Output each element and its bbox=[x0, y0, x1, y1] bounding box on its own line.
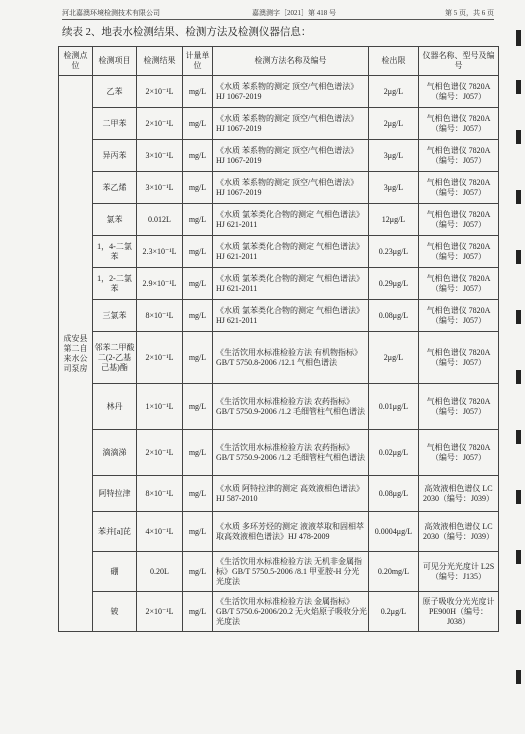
results-table bbox=[58, 46, 499, 632]
unit-cell: mg/L bbox=[183, 108, 213, 140]
method-cell: 《水质 苯系物的测定 顶空/气相色谱法》HJ 1067-2019 bbox=[213, 108, 369, 140]
method-cell: 《生活饮用水标准检验方法 无机非金属指标》GB/T 5750.5-2006 /8.1 甲亚胺-H 分光光度法 bbox=[213, 552, 369, 592]
test-item-cell: 二甲苯 bbox=[93, 108, 137, 140]
unit-cell: mg/L bbox=[183, 430, 213, 476]
instrument-cell: 气相色谱仪 7820A（编号：J057） bbox=[419, 384, 499, 430]
test-item-cell: 苯乙烯 bbox=[93, 172, 137, 204]
unit-cell: mg/L bbox=[183, 268, 213, 300]
col-header-method: 检测方法名称及编号 bbox=[213, 47, 369, 76]
table-row bbox=[59, 236, 499, 268]
table-row bbox=[59, 300, 499, 332]
detection-limit-cell: 3μg/L bbox=[369, 172, 419, 204]
table-body bbox=[59, 76, 499, 632]
instrument-cell: 气相色谱仪 7820A（编号：J057） bbox=[419, 204, 499, 236]
scan-margin-mark bbox=[516, 550, 521, 564]
result-cell: 2×10⁻¹L bbox=[137, 592, 183, 632]
table-row bbox=[59, 512, 499, 552]
table-row bbox=[59, 76, 499, 108]
method-cell: 《生活饮用水标准检验方法 农药指标》GB/T 5750.9-2006 /1.2 毛细管柱气相色谱法 bbox=[213, 430, 369, 476]
table-row bbox=[59, 268, 499, 300]
unit-cell: mg/L bbox=[183, 236, 213, 268]
test-item-cell: 乙苯 bbox=[93, 76, 137, 108]
scan-margin-mark bbox=[516, 80, 521, 94]
detection-limit-cell: 0.02μg/L bbox=[369, 430, 419, 476]
detection-limit-cell: 2μg/L bbox=[369, 108, 419, 140]
instrument-cell: 高效液相色谱仪 LC 2030（编号：J039） bbox=[419, 476, 499, 512]
col-header-result: 检测结果 bbox=[137, 47, 183, 76]
detection-limit-cell: 0.08μg/L bbox=[369, 300, 419, 332]
instrument-cell: 气相色谱仪 7820A（编号：J057） bbox=[419, 236, 499, 268]
instrument-cell: 气相色谱仪 7820A（编号：J057） bbox=[419, 430, 499, 476]
detection-limit-cell: 0.20mg/L bbox=[369, 552, 419, 592]
method-cell: 《水质 阿特拉津的测定 高效液相色谱法》HJ 587-2010 bbox=[213, 476, 369, 512]
instrument-cell: 气相色谱仪 7820A（编号：J057） bbox=[419, 332, 499, 384]
test-item-cell: 三氯苯 bbox=[93, 300, 137, 332]
instrument-cell: 气相色谱仪 7820A（编号：J057） bbox=[419, 268, 499, 300]
result-cell: 8×10⁻¹L bbox=[137, 476, 183, 512]
method-cell: 《水质 苯系物的测定 顶空/气相色谱法》HJ 1067-2019 bbox=[213, 76, 369, 108]
test-item-cell: 阿特拉津 bbox=[93, 476, 137, 512]
table-row bbox=[59, 476, 499, 512]
table-row bbox=[59, 552, 499, 592]
col-header-point: 检测点位 bbox=[59, 47, 93, 76]
col-header-unit: 计量单位 bbox=[183, 47, 213, 76]
test-item-cell: 氯苯 bbox=[93, 204, 137, 236]
unit-cell: mg/L bbox=[183, 76, 213, 108]
unit-cell: mg/L bbox=[183, 332, 213, 384]
detection-limit-cell: 3μg/L bbox=[369, 140, 419, 172]
unit-cell: mg/L bbox=[183, 592, 213, 632]
test-item-cell: 1，2-二氯苯 bbox=[93, 268, 137, 300]
detection-limit-cell: 0.2μg/L bbox=[369, 592, 419, 632]
test-item-cell: 滴滴涕 bbox=[93, 430, 137, 476]
scan-margin-mark bbox=[516, 30, 521, 46]
detection-limit-cell: 2μg/L bbox=[369, 332, 419, 384]
result-cell: 2×10⁻¹L bbox=[137, 430, 183, 476]
table-row bbox=[59, 140, 499, 172]
scan-margin-mark bbox=[516, 250, 521, 264]
method-cell: 《生活饮用水标准检验方法 农药指标》GB/T 5750.9-2006 /1.2 毛细管柱气相色谱法 bbox=[213, 384, 369, 430]
result-cell: 2.3×10⁻¹L bbox=[137, 236, 183, 268]
header-rule bbox=[62, 19, 494, 20]
method-cell: 《水质 氯苯类化合物的测定 气相色谱法》HJ 621-2011 bbox=[213, 300, 369, 332]
detection-limit-cell: 0.0004μg/L bbox=[369, 512, 419, 552]
scan-margin-mark bbox=[516, 130, 521, 144]
result-cell: 8×10⁻¹L bbox=[137, 300, 183, 332]
unit-cell: mg/L bbox=[183, 300, 213, 332]
instrument-cell: 原子吸收分光光度计 PE900H（编号：J038） bbox=[419, 592, 499, 632]
test-item-cell: 邻苯二甲酸二(2-乙基己基)酯 bbox=[93, 332, 137, 384]
table-title: 续表 2、地表水检测结果、检测方法及检测仪器信息： bbox=[62, 27, 312, 38]
scan-margin-mark bbox=[516, 610, 521, 624]
method-cell: 《水质 氯苯类化合物的测定 气相色谱法》HJ 621-2011 bbox=[213, 204, 369, 236]
scan-margin-mark bbox=[516, 670, 521, 684]
sampling-point-cell: 成安县第二自来水公司泵房 bbox=[59, 76, 93, 632]
instrument-cell: 气相色谱仪 7820A（编号：J057） bbox=[419, 76, 499, 108]
col-header-limit: 检出限 bbox=[369, 47, 419, 76]
result-cell: 0.012L bbox=[137, 204, 183, 236]
unit-cell: mg/L bbox=[183, 552, 213, 592]
col-header-item: 检测项目 bbox=[93, 47, 137, 76]
table-header-row bbox=[59, 47, 499, 76]
result-cell: 4×10⁻¹L bbox=[137, 512, 183, 552]
unit-cell: mg/L bbox=[183, 384, 213, 430]
instrument-cell: 气相色谱仪 7820A（编号：J057） bbox=[419, 172, 499, 204]
detection-limit-cell: 0.08μg/L bbox=[369, 476, 419, 512]
table-row bbox=[59, 384, 499, 430]
scan-margin-mark bbox=[516, 310, 521, 324]
test-item-cell: 苯并[a]芘 bbox=[93, 512, 137, 552]
table-row bbox=[59, 430, 499, 476]
scan-margin-mark bbox=[516, 490, 521, 504]
unit-cell: mg/L bbox=[183, 204, 213, 236]
detection-limit-cell: 2μg/L bbox=[369, 76, 419, 108]
page-number: 第 5 页，共 6 页 bbox=[445, 9, 494, 17]
report-number: 嘉澳测字［2021］第 418 号 bbox=[252, 9, 336, 17]
method-cell: 《水质 苯系物的测定 顶空/气相色谱法》HJ 1067-2019 bbox=[213, 172, 369, 204]
table-row bbox=[59, 332, 499, 384]
test-item-cell: 铍 bbox=[93, 592, 137, 632]
instrument-cell: 高效液相色谱仪 LC 2030（编号：J039） bbox=[419, 512, 499, 552]
result-cell: 2×10⁻¹L bbox=[137, 108, 183, 140]
unit-cell: mg/L bbox=[183, 172, 213, 204]
result-cell: 2.9×10⁻¹L bbox=[137, 268, 183, 300]
instrument-cell: 气相色谱仪 7820A（编号：J057） bbox=[419, 108, 499, 140]
table-row bbox=[59, 204, 499, 236]
test-item-cell: 1，4-二氯苯 bbox=[93, 236, 137, 268]
table-row bbox=[59, 172, 499, 204]
unit-cell: mg/L bbox=[183, 512, 213, 552]
detection-limit-cell: 0.01μg/L bbox=[369, 384, 419, 430]
test-item-cell: 异丙苯 bbox=[93, 140, 137, 172]
scan-margin-mark bbox=[516, 370, 521, 384]
method-cell: 《生活饮用水标准检验方法 有机物指标》GB/T 5750.8-2006 /12.1 气相色谱法 bbox=[213, 332, 369, 384]
test-item-cell: 硼 bbox=[93, 552, 137, 592]
method-cell: 《生活饮用水标准检验方法 金属指标》GB/T 5750.6-2006/20.2 无火焰原子吸收分光光度法 bbox=[213, 592, 369, 632]
scan-margin-mark bbox=[516, 190, 521, 204]
detection-limit-cell: 0.23μg/L bbox=[369, 236, 419, 268]
detection-limit-cell: 0.29μg/L bbox=[369, 268, 419, 300]
instrument-cell: 气相色谱仪 7820A（编号：J057） bbox=[419, 140, 499, 172]
col-header-instrument: 仪器名称、型号及编号 bbox=[419, 47, 499, 76]
unit-cell: mg/L bbox=[183, 476, 213, 512]
company-name: 河北嘉澳环境检测技术有限公司 bbox=[62, 9, 160, 17]
test-item-cell: 林丹 bbox=[93, 384, 137, 430]
table-row bbox=[59, 592, 499, 632]
result-cell: 2×10⁻¹L bbox=[137, 332, 183, 384]
scan-margin-mark bbox=[516, 430, 521, 444]
method-cell: 《水质 氯苯类化合物的测定 气相色谱法》HJ 621-2011 bbox=[213, 268, 369, 300]
detection-limit-cell: 12μg/L bbox=[369, 204, 419, 236]
table-row bbox=[59, 108, 499, 140]
method-cell: 《水质 氯苯类化合物的测定 气相色谱法》HJ 621-2011 bbox=[213, 236, 369, 268]
result-cell: 3×10⁻¹L bbox=[137, 172, 183, 204]
unit-cell: mg/L bbox=[183, 140, 213, 172]
method-cell: 《水质 多环芳烃的测定 液液萃取和固相萃取高效液相色谱法》HJ 478-2009 bbox=[213, 512, 369, 552]
result-cell: 2×10⁻¹L bbox=[137, 76, 183, 108]
result-cell: 3×10⁻¹L bbox=[137, 140, 183, 172]
method-cell: 《水质 苯系物的测定 顶空/气相色谱法》HJ 1067-2019 bbox=[213, 140, 369, 172]
instrument-cell: 气相色谱仪 7820A（编号：J057） bbox=[419, 300, 499, 332]
instrument-cell: 可见分光光度计 L2S（编号：J135） bbox=[419, 552, 499, 592]
result-cell: 0.20L bbox=[137, 552, 183, 592]
result-cell: 1×10⁻¹L bbox=[137, 384, 183, 430]
page-header bbox=[62, 6, 494, 20]
